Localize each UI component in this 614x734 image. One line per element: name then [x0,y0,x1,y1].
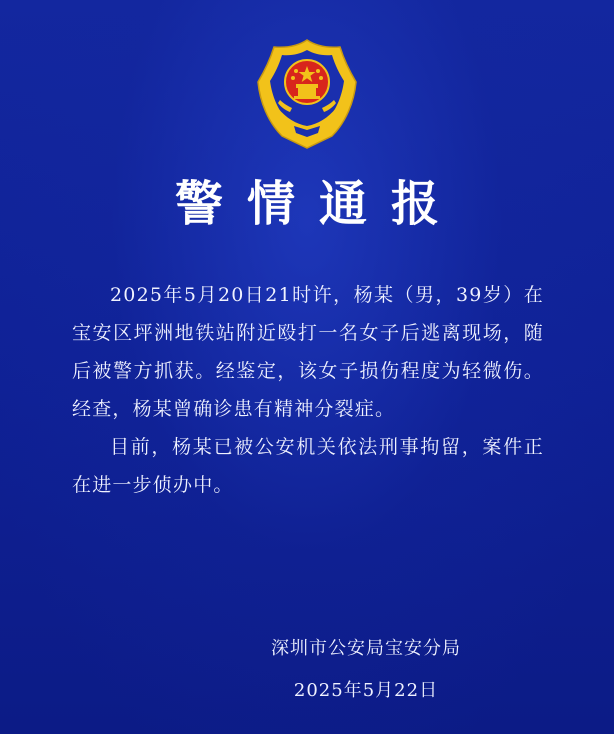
notice-paragraph-1: 2025年5月20日21时许，杨某（男，39岁）在宝安区坪洲地铁站附近殴打一名女子后逃离现场，随后被警方抓获。经鉴定，该女子损伤程度为轻微伤。经查，杨某曾确诊患有精神分裂症。 [72,284,544,420]
signature-date: 2025年5月22日 [293,680,439,701]
police-emblem-icon [256,38,358,150]
notice-body [72,276,544,504]
notice-paragraph-2: 目前，杨某已被公安机关依法刑事拘留，案件正在进一步侦办中。 [72,436,544,496]
signature-organization: 深圳市公安局宝安分局 [271,638,461,659]
notice-title: 警情通报 [174,176,463,232]
